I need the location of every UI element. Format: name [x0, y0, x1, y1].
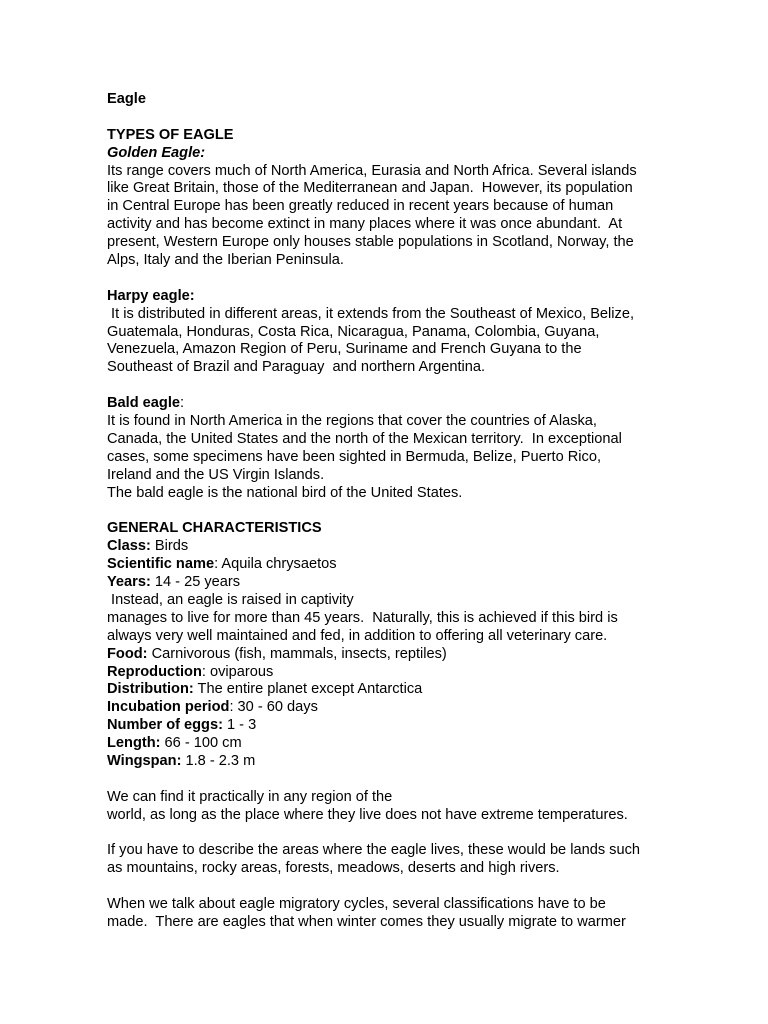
types-heading: TYPES OF EAGLE — [107, 126, 234, 143]
areas-paragraph: If you have to describe the areas where the eagle lives, these would be lands such as mountains, rocky areas, forests, meadows, deserts and high rivers. — [107, 842, 640, 877]
golden-eagle-paragraph: Its range covers much of North America, Eurasia and North Africa. Several islands like Great Britain, those of the Mediterranean and Japan. However, its population in Central Europe has been greatly reduced in recent years because of human activity and has become extinct in many places where it was once abundant. At present, Western Europe only houses stable populations in Scotland, Norway, the Alps, Italy and the Iberian Peninsula. — [107, 162, 637, 269]
golden-eagle-heading: Golden Eagle: — [107, 144, 206, 161]
scientific-name-row: Scientific name: Aquila chrysaetos — [107, 556, 337, 573]
document-title: Eagle — [107, 91, 146, 107]
bald-eagle-paragraph: It is found in North America in the regions that cover the countries of Alaska, Canada, the United States and the north of the Mexican territory. In exceptional cases, some specimens have been sighted in Bermuda, Belize, Puerto Rico, Ireland and the US Virgin Islands. The bald eagle is the national bird of the United States. — [107, 413, 622, 501]
class-row: Class: Birds — [107, 538, 189, 555]
general-characteristics-heading: GENERAL CHARACTERISTICS — [107, 520, 322, 537]
length-row: Length: 66 - 100 cm — [107, 735, 242, 752]
eggs-row: Number of eggs: 1 - 3 — [107, 717, 257, 734]
harpy-eagle-paragraph: It is distributed in different areas, it extends from the Southeast of Mexico, Belize, Guatemala, Honduras, Costa Rica, Nicaragua, Panama, Colombia, Guyana, Venezuela, Amazon Region of Peru, Suriname and French Guyana to the Southeast of Brazil and Paraguay and northern Argentina. — [107, 305, 634, 376]
wingspan-row: Wingspan: 1.8 - 2.3 m — [107, 752, 256, 769]
harpy-eagle-heading: Harpy eagle: — [107, 287, 195, 304]
bald-eagle-heading: Bald eagle: — [107, 395, 185, 412]
document-page — [107, 91, 707, 932]
years-row: Years: 14 - 25 years — [107, 574, 241, 591]
distribution-row: Distribution: The entire planet except Antarctica — [107, 681, 423, 698]
incubation-row: Incubation period: 30 - 60 days — [107, 699, 318, 716]
migration-paragraph: When we talk about eagle migratory cycles, several classifications have to be made. There are eagles that when winter comes they usually migrate to warmer — [107, 896, 626, 930]
food-row: Food: Carnivorous (fish, mammals, insects, reptiles) — [107, 645, 447, 662]
years-note: Instead, an eagle is raised in captivity manages to live for more than 45 years. Naturally, this is achieved if this bird is always very well maintained and fed, in addition to offering all veterinary care. — [107, 591, 618, 644]
habitat-paragraph: We can find it practically in any region of the world, as long as the place where they live does not have extreme temperatures. — [107, 788, 628, 823]
reproduction-row: Reproduction: oviparous — [107, 663, 274, 680]
